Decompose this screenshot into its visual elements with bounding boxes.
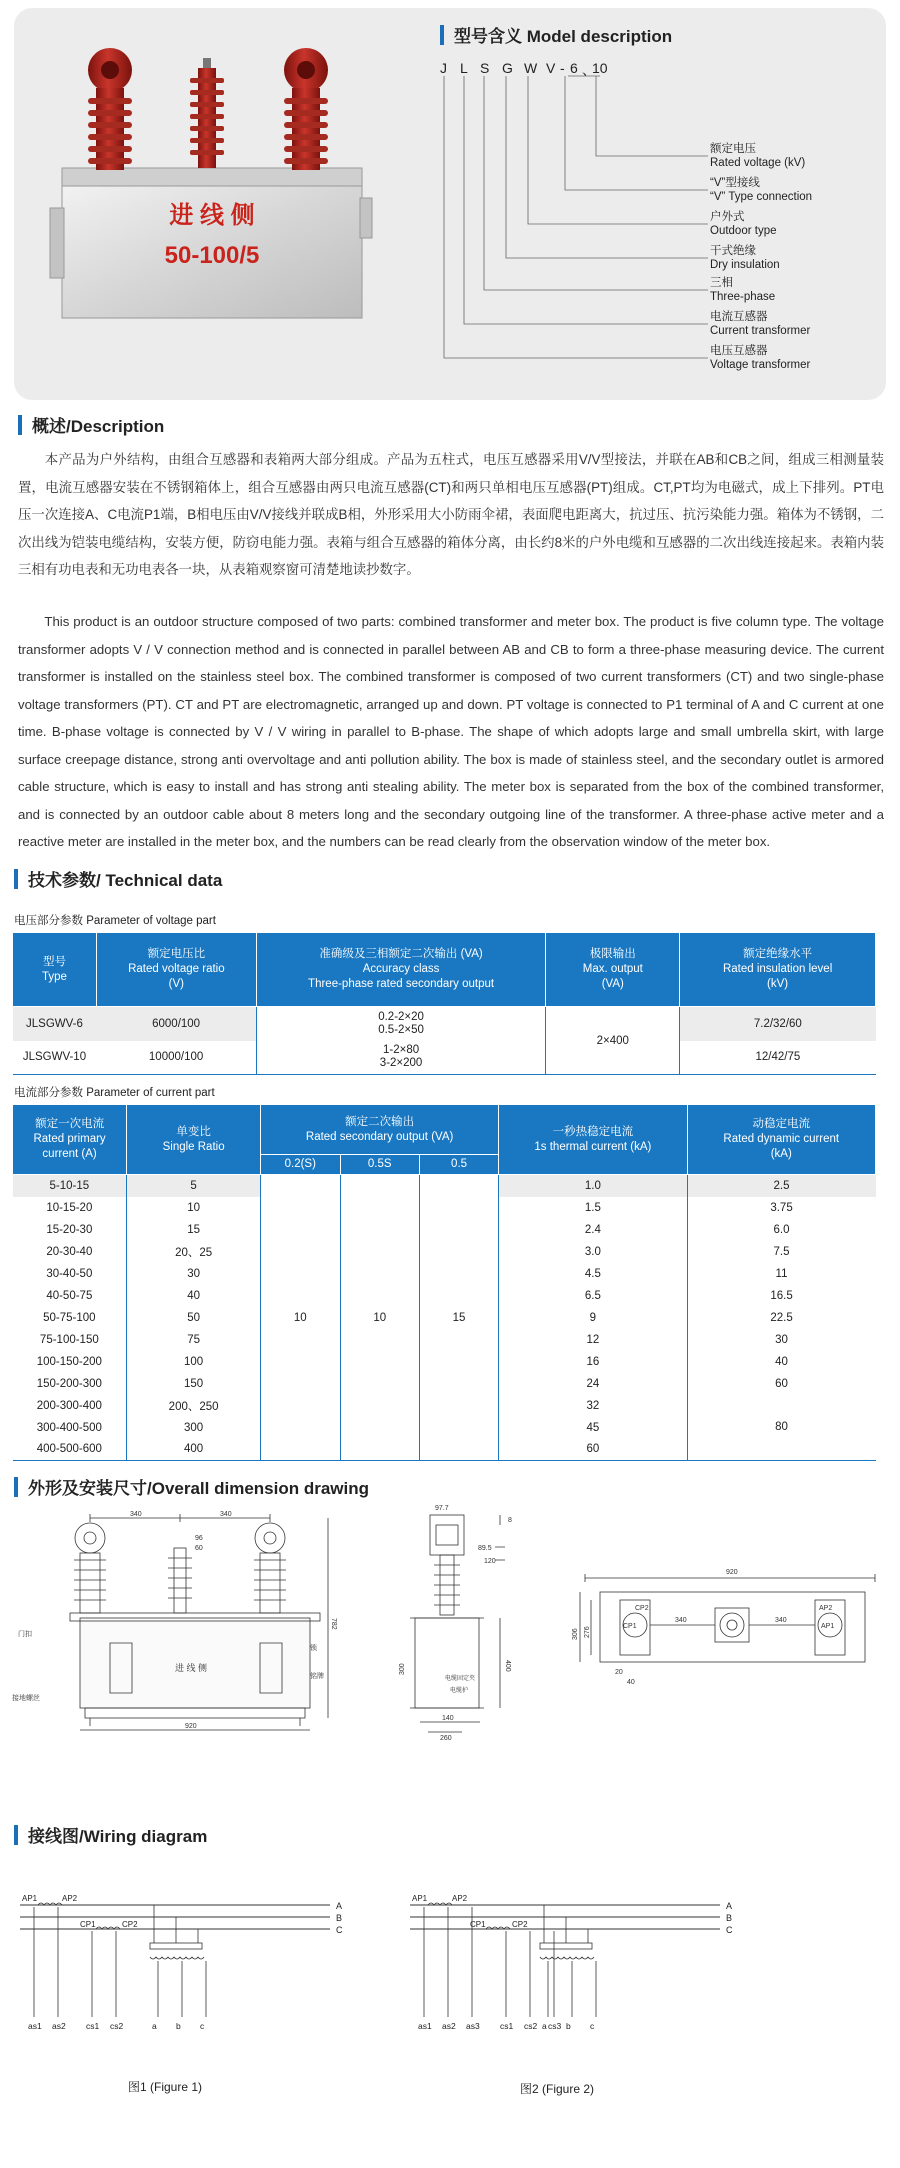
- current-ratio: 15: [127, 1219, 261, 1241]
- current-ratio: 100: [127, 1351, 261, 1373]
- front-view-drawing: [10, 1508, 350, 1738]
- model-legend-item: [710, 210, 776, 238]
- current-primary: 40-50-75: [13, 1285, 127, 1307]
- top-label-ap1: AP1: [821, 1623, 835, 1630]
- wiring-top-label: CP2: [122, 1920, 138, 1929]
- wiring-figure-2: [410, 1895, 750, 2045]
- current-dynamic: 6.0: [773, 1223, 790, 1236]
- figure-1-caption: 图1 (Figure 1): [128, 2080, 203, 2094]
- model-leader-line: [464, 76, 708, 324]
- front-dim-d2: 340: [220, 1511, 232, 1518]
- wiring-top-label: AP2: [62, 1894, 78, 1903]
- current-bottom-rule: [13, 1461, 876, 1462]
- header-line: current (A): [42, 1148, 97, 1160]
- phase-label: B: [726, 1913, 733, 1923]
- phase-label: B: [336, 1913, 343, 1923]
- top-dim-width: 920: [726, 1569, 738, 1576]
- dimension-title: 外形及安装尺寸/Overall dimension drawing: [14, 1474, 369, 1499]
- voltage-table-label: 电压部分参数 Parameter of voltage part: [14, 915, 216, 927]
- phase-label: C: [336, 1925, 343, 1935]
- current-ratio: 150: [127, 1373, 261, 1395]
- wiring-bottom-label: as1: [28, 2021, 42, 2031]
- header-line: Accuracy class: [362, 963, 440, 975]
- header-line: 额定一次电流: [35, 1118, 105, 1130]
- current-subheader: 0.5S: [340, 1155, 419, 1175]
- side-dim-d6: 400: [504, 1660, 511, 1672]
- title-bar-icon: [440, 25, 444, 45]
- top-label-cp2: CP2: [635, 1605, 649, 1612]
- header-line: Rated secondary output (VA): [305, 1130, 454, 1143]
- title-bar-icon: [14, 869, 18, 889]
- header-line: (VA): [601, 978, 624, 990]
- current-ratio: 10: [127, 1197, 261, 1219]
- model-legend-item: [710, 176, 812, 204]
- current-primary: 100-150-200: [13, 1351, 127, 1373]
- voltage-header-cell: [96, 933, 256, 1007]
- model-leader-line: [565, 76, 708, 190]
- current-table: [12, 1104, 876, 1461]
- front-dim-d3: 96: [195, 1535, 203, 1542]
- header-line: (kV): [767, 978, 789, 990]
- model-legend-cn: 电流互感器: [710, 311, 768, 323]
- product-text-inlet: 进 线 侧: [169, 202, 255, 229]
- front-label-lock: 锁: [310, 1645, 317, 1652]
- voltage-type: JLSGWV-10: [22, 1051, 87, 1064]
- pt-primary: [150, 1943, 202, 1949]
- model-legend-cn: 干式绝缘: [710, 245, 756, 257]
- current-primary: 20-30-40: [13, 1241, 127, 1263]
- side-dim-d3: 89.5: [478, 1545, 492, 1552]
- voltage-type: JLSGWV-6: [13, 1007, 97, 1041]
- wiring-bottom-label: c: [590, 2021, 595, 2031]
- current-primary: 5-10-15: [13, 1175, 127, 1197]
- current-thermal: 4.5: [499, 1263, 687, 1285]
- header-line: 额定二次输出: [345, 1115, 415, 1128]
- model-title: 型号含义 Model description: [440, 22, 672, 47]
- voltage-bottom-rule: [13, 1075, 876, 1076]
- current-table-label: 电流部分参数 Parameter of current part: [14, 1087, 215, 1099]
- wiring-bottom-label: as1: [418, 2021, 432, 2031]
- current-dynamic: 40: [775, 1355, 788, 1368]
- model-code-letter: 10: [592, 60, 608, 76]
- current-dynamic: 60: [775, 1377, 788, 1390]
- wiring-top-label: CP2: [512, 1920, 528, 1929]
- voltage-row: [13, 1007, 876, 1041]
- current-dynamic: 2.5: [687, 1175, 875, 1197]
- current-row: [13, 1175, 876, 1197]
- header-line: Rated primary: [33, 1133, 106, 1145]
- phase-label: C: [726, 1925, 733, 1935]
- voltage-header-cell: [256, 933, 546, 1007]
- model-legend-en: Dry insulation: [710, 259, 780, 271]
- current-thermal: 24: [499, 1373, 687, 1395]
- current-thermal: 2.4: [499, 1219, 687, 1241]
- header-line: 1s thermal current (kA): [534, 1140, 652, 1153]
- header-line: Rated insulation level: [722, 963, 833, 975]
- top-dim-h2: 276: [584, 1626, 591, 1638]
- side-view-drawing: [400, 1500, 540, 1740]
- current-thermal: 16: [499, 1351, 687, 1373]
- wiring-top-label: CP1: [80, 1920, 96, 1929]
- header-line: 额定电压比: [147, 948, 206, 960]
- header-line: Max. output: [582, 963, 643, 975]
- model-legend-cn: 三相: [710, 277, 733, 289]
- model-leader-lines: [440, 50, 880, 380]
- wiring-bottom-label: a: [542, 2021, 547, 2031]
- front-dim-width: 920: [185, 1723, 197, 1730]
- model-code-letter: 6: [570, 60, 578, 76]
- front-label-ground: 接地螺丝: [12, 1695, 40, 1702]
- current-thermal: 1.0: [499, 1175, 687, 1197]
- right-insulator: [284, 48, 328, 170]
- header-line: Type: [42, 970, 67, 983]
- wiring-bottom-label: b: [176, 2021, 181, 2031]
- current-primary: 200-300-400: [13, 1395, 127, 1417]
- header-line: 动稳定电流: [752, 1118, 811, 1130]
- voltage-header-cell: [546, 933, 680, 1007]
- pt-secondary: [540, 1957, 594, 1959]
- current-dynamic: 16.5: [770, 1289, 793, 1302]
- accuracy-line: 0.2-2×20: [378, 1010, 424, 1023]
- current-header-thermal: [499, 1105, 687, 1175]
- wiring-bottom-label: cs1: [86, 2021, 100, 2031]
- side-dim-d8: 260: [440, 1735, 452, 1742]
- figure-2-caption: 图2 (Figure 2): [520, 2082, 595, 2096]
- current-primary: 50-75-100: [13, 1307, 127, 1329]
- pt-primary: [540, 1943, 592, 1949]
- wiring-top-label: AP2: [452, 1894, 468, 1903]
- wiring-bottom-label: c: [200, 2021, 205, 2031]
- header-line: Three-phase rated secondary output: [308, 978, 495, 990]
- current-secondary-value: 15: [419, 1175, 498, 1461]
- side-dim-d4: 120: [484, 1558, 496, 1565]
- voltage-header-cell: [680, 933, 876, 1007]
- model-code-letter: -: [560, 60, 565, 76]
- product-image: [40, 48, 380, 338]
- top-dim-d1: 340: [675, 1617, 687, 1624]
- current-dynamic: 80: [687, 1395, 875, 1461]
- model-legend-item: [710, 244, 780, 272]
- wiring-bottom-label: a: [152, 2021, 157, 2031]
- current-primary: 150-200-300: [13, 1373, 127, 1395]
- voltage-row: [13, 1041, 876, 1075]
- model-legend-en: Rated voltage (kV): [710, 157, 806, 169]
- current-thermal: 45: [499, 1417, 687, 1439]
- model-leader-line: [506, 76, 708, 258]
- voltage-table: [12, 932, 876, 1075]
- model-legend-cn: 户外式: [710, 211, 745, 223]
- current-thermal: 12: [499, 1329, 687, 1351]
- model-legend-cn: “V”型接线: [710, 177, 760, 189]
- current-subheader: 0.5: [419, 1155, 498, 1175]
- title-bar-icon: [18, 415, 22, 435]
- model-code-letter: L: [460, 60, 468, 76]
- model-code-letter: S: [480, 60, 490, 76]
- voltage-accuracy: [256, 1007, 546, 1041]
- left-insulator: [88, 48, 132, 170]
- accuracy-line: 0.5-2×50: [378, 1023, 424, 1036]
- front-dim-d1: 340: [130, 1511, 142, 1518]
- model-code-letter: G: [502, 60, 513, 76]
- front-dim-d4: 60: [195, 1545, 203, 1552]
- side-dim-d1: 97.7: [435, 1505, 449, 1512]
- current-ratio: 200、250: [127, 1395, 261, 1417]
- current-thermal: 60: [499, 1439, 687, 1461]
- current-thermal: 9: [499, 1307, 687, 1329]
- wiring-figure-1: [20, 1895, 360, 2045]
- current-thermal: 3.0: [499, 1241, 687, 1263]
- model-legend-cn: 电压互感器: [710, 345, 768, 357]
- current-table-bottom: [13, 1461, 876, 1462]
- current-dynamic: 11: [775, 1267, 788, 1280]
- current-ratio: 50: [127, 1307, 261, 1329]
- current-subheader: 0.2(S): [261, 1155, 340, 1175]
- current-primary: 10-15-20: [13, 1197, 127, 1219]
- header-line: Rated dynamic current: [723, 1133, 840, 1145]
- current-primary: 300-400-500: [13, 1417, 127, 1439]
- accuracy-line: 3-2×200: [379, 1057, 423, 1070]
- wiring-bottom-label: as3: [466, 2021, 480, 2031]
- phase-label: A: [336, 1901, 343, 1911]
- wiring-bottom-label: cs3: [548, 2021, 562, 2031]
- wiring-top-label: AP1: [22, 1894, 38, 1903]
- header-line: 型号: [42, 955, 66, 968]
- wiring-bottom-label: b: [566, 2021, 571, 2031]
- current-ratio: 30: [127, 1263, 261, 1285]
- current-ratio: 300: [127, 1417, 261, 1439]
- current-ratio: 5: [127, 1175, 261, 1197]
- model-leader-line: [528, 76, 708, 224]
- wiring-bottom-label: cs1: [500, 2021, 514, 2031]
- title-bar-icon: [14, 1477, 18, 1497]
- model-legend-item: [710, 142, 805, 170]
- current-primary: 75-100-150: [13, 1329, 127, 1351]
- pt-secondary: [150, 1957, 204, 1959]
- current-ratio: 400: [127, 1439, 261, 1461]
- wiring-bottom-label: cs2: [110, 2021, 124, 2031]
- top-dim-s2: 40: [627, 1679, 635, 1686]
- front-label-nameplate: 铭牌: [310, 1673, 324, 1680]
- top-label-ap2: AP2: [819, 1605, 833, 1612]
- model-legend-en: “V” Type connection: [710, 191, 813, 203]
- current-thermal: 6.5: [499, 1285, 687, 1307]
- current-ratio: 75: [127, 1329, 261, 1351]
- current-thermal: 32: [499, 1395, 687, 1417]
- model-code-letter: W: [524, 60, 538, 76]
- wiring-bottom-label: cs2: [524, 2021, 538, 2031]
- model-legend-cn: 额定电压: [710, 143, 756, 155]
- current-header-ratio: [127, 1105, 261, 1175]
- voltage-ratio: 10000/100: [148, 1051, 204, 1064]
- voltage-header-cell: [13, 933, 97, 1007]
- header-line: 一秒热稳定电流: [552, 1125, 634, 1138]
- model-legend-en: Outdoor type: [710, 225, 777, 237]
- voltage-accuracy: [256, 1041, 546, 1075]
- model-legend-item: [710, 276, 775, 304]
- current-ratio: 20、25: [127, 1241, 261, 1263]
- wiring-top-label: AP1: [412, 1894, 428, 1903]
- header-line: 额定绝缘水平: [743, 948, 813, 960]
- middle-insulator: [190, 58, 224, 168]
- technical-title: 技术参数/ Technical data: [14, 866, 222, 891]
- current-secondary-value: 10: [340, 1175, 419, 1461]
- current-secondary-value: 10: [261, 1175, 340, 1461]
- model-code-letter: 、: [582, 62, 596, 78]
- side-dim-d5: 300: [399, 1663, 406, 1675]
- model-legend-en: Current transformer: [710, 325, 811, 337]
- current-primary: 30-40-50: [13, 1263, 127, 1285]
- model-legend-en: Three-phase: [710, 291, 776, 303]
- model-leader-line: [596, 76, 708, 156]
- accuracy-line: 1-2×80: [383, 1044, 420, 1057]
- front-label-side: 进 线 侧: [175, 1663, 208, 1673]
- top-dim-s1: 20: [615, 1669, 623, 1676]
- current-dynamic: 7.5: [773, 1245, 790, 1258]
- current-dynamic: 3.75: [770, 1201, 793, 1214]
- header-line: Single Ratio: [162, 1140, 225, 1153]
- current-header-secondary: [261, 1105, 499, 1155]
- front-dim-height: 782: [330, 1618, 337, 1630]
- current-dynamic: 30: [775, 1333, 788, 1346]
- wiring-title: 接线图/Wiring diagram: [14, 1822, 207, 1847]
- header-line: 单变比: [176, 1125, 211, 1138]
- top-label-cp1: CP1: [623, 1623, 637, 1630]
- model-code-letter: J: [440, 60, 447, 76]
- front-label-door: 门扣: [18, 1631, 32, 1638]
- side-dim-d2: 8: [508, 1517, 512, 1524]
- wiring-bottom-label: as2: [52, 2021, 66, 2031]
- model-code-letter: V: [546, 60, 556, 76]
- voltage-ratio: 6000/100: [96, 1007, 256, 1041]
- model-legend-en: Voltage transformer: [710, 359, 811, 371]
- top-view-drawing: [572, 1569, 885, 1690]
- product-text-ratio: 50-100/5: [164, 242, 260, 269]
- current-primary: 400-500-600: [13, 1439, 127, 1461]
- voltage-table-bottom: [13, 1075, 876, 1076]
- current-ratio: 40: [127, 1285, 261, 1307]
- header-line: (kA): [770, 1148, 792, 1160]
- description-title: 概述/Description: [18, 412, 164, 437]
- top-dim-h1: 306: [572, 1628, 579, 1640]
- header-line: (V): [168, 978, 185, 990]
- wiring-top-label: CP1: [470, 1920, 486, 1929]
- description-en: This product is an outdoor structure composed of two parts: combined transformer and meter box. The product is five column type. The voltage transformer adopts V / V connection method and is connected in parallel between AB and CB to form a three-phase measuring device. The current transformer is installed on the stainless steel box. The combined transformer is composed of two current transformers (CT) and two single-phase voltage transformers (PT). CT and PT are electromagnetic, arranged up and down. PT voltage is connected to P1 terminal of A and C current at one time. B-phase voltage is connected by V / V wiring in parallel to B-phase. The shape of which adopts large and small umbrella skirt, with large surface creepage distance, strong anti overvoltage and anti pollution ability. The box is made of stainless steel, and the secondary outlet is armored cable structure, which is easy to install and has strong anti stealing ability. The meter box is separated from the box of the combined transformer, and is connected by an outdoor cable about 8 meters long and the secondary outgoing line of the transformer. A three-phase active meter and a reactive meter are installed in the meter box, and the numbers can be read clearly from the observation window of the meter box.: [18, 614, 884, 849]
- phase-label: A: [726, 1901, 733, 1911]
- header-line: 极限输出: [589, 948, 636, 960]
- side-label-plate: 电缆护: [450, 1688, 469, 1694]
- voltage-insulation: 7.2/32/60: [680, 1007, 876, 1041]
- model-legend-item: [710, 310, 810, 338]
- side-label-clamp: 电缆固定夹: [445, 1676, 476, 1682]
- header-line: Rated voltage ratio: [128, 963, 225, 975]
- voltage-insulation: 12/42/75: [755, 1051, 801, 1064]
- current-header-primary: [13, 1105, 127, 1175]
- current-thermal: 1.5: [499, 1197, 687, 1219]
- current-primary: 15-20-30: [13, 1219, 127, 1241]
- current-dynamic: 22.5: [770, 1311, 793, 1324]
- title-bar-icon: [14, 1825, 18, 1845]
- voltage-max-output: 2×400: [546, 1007, 680, 1075]
- model-legend-item: [710, 344, 810, 372]
- description-cn: 本产品为户外结构，由组合互感器和表箱两大部分组成。产品为五柱式，电压互感器采用V/V型接法，并联在AB和CB之间，组成三相测量装置，电流互感器安装在不锈钢箱体上，组合互感器由两只电流互感器(CT)和两只单相电压互感器(PT)组成。CT,PT均为电磁式，成上下排列。PT电压一次连接A、C电流P1端，B相电压由V/V接线并联成B相，外形采用大小防雨伞裙，表面爬电距离大，抗过压、抗污染能力强。箱体为不锈钢，二次出线为铠装电缆结构，安装方便，防窃电能力强。表箱与组合互感器的箱体分离，由长约8米的户外电缆和互感器的二次出线连接起来。表箱内装三相有功电表和无功电表各一块，从表箱观察窗可清楚地读抄数字。: [18, 452, 884, 578]
- current-header-dynamic: [687, 1105, 875, 1175]
- side-dim-d7: 140: [442, 1715, 454, 1722]
- header-line: 准确级及三相额定二次输出 (VA): [319, 948, 483, 960]
- wiring-bottom-label: as2: [442, 2021, 456, 2031]
- top-dim-d2: 340: [775, 1617, 787, 1624]
